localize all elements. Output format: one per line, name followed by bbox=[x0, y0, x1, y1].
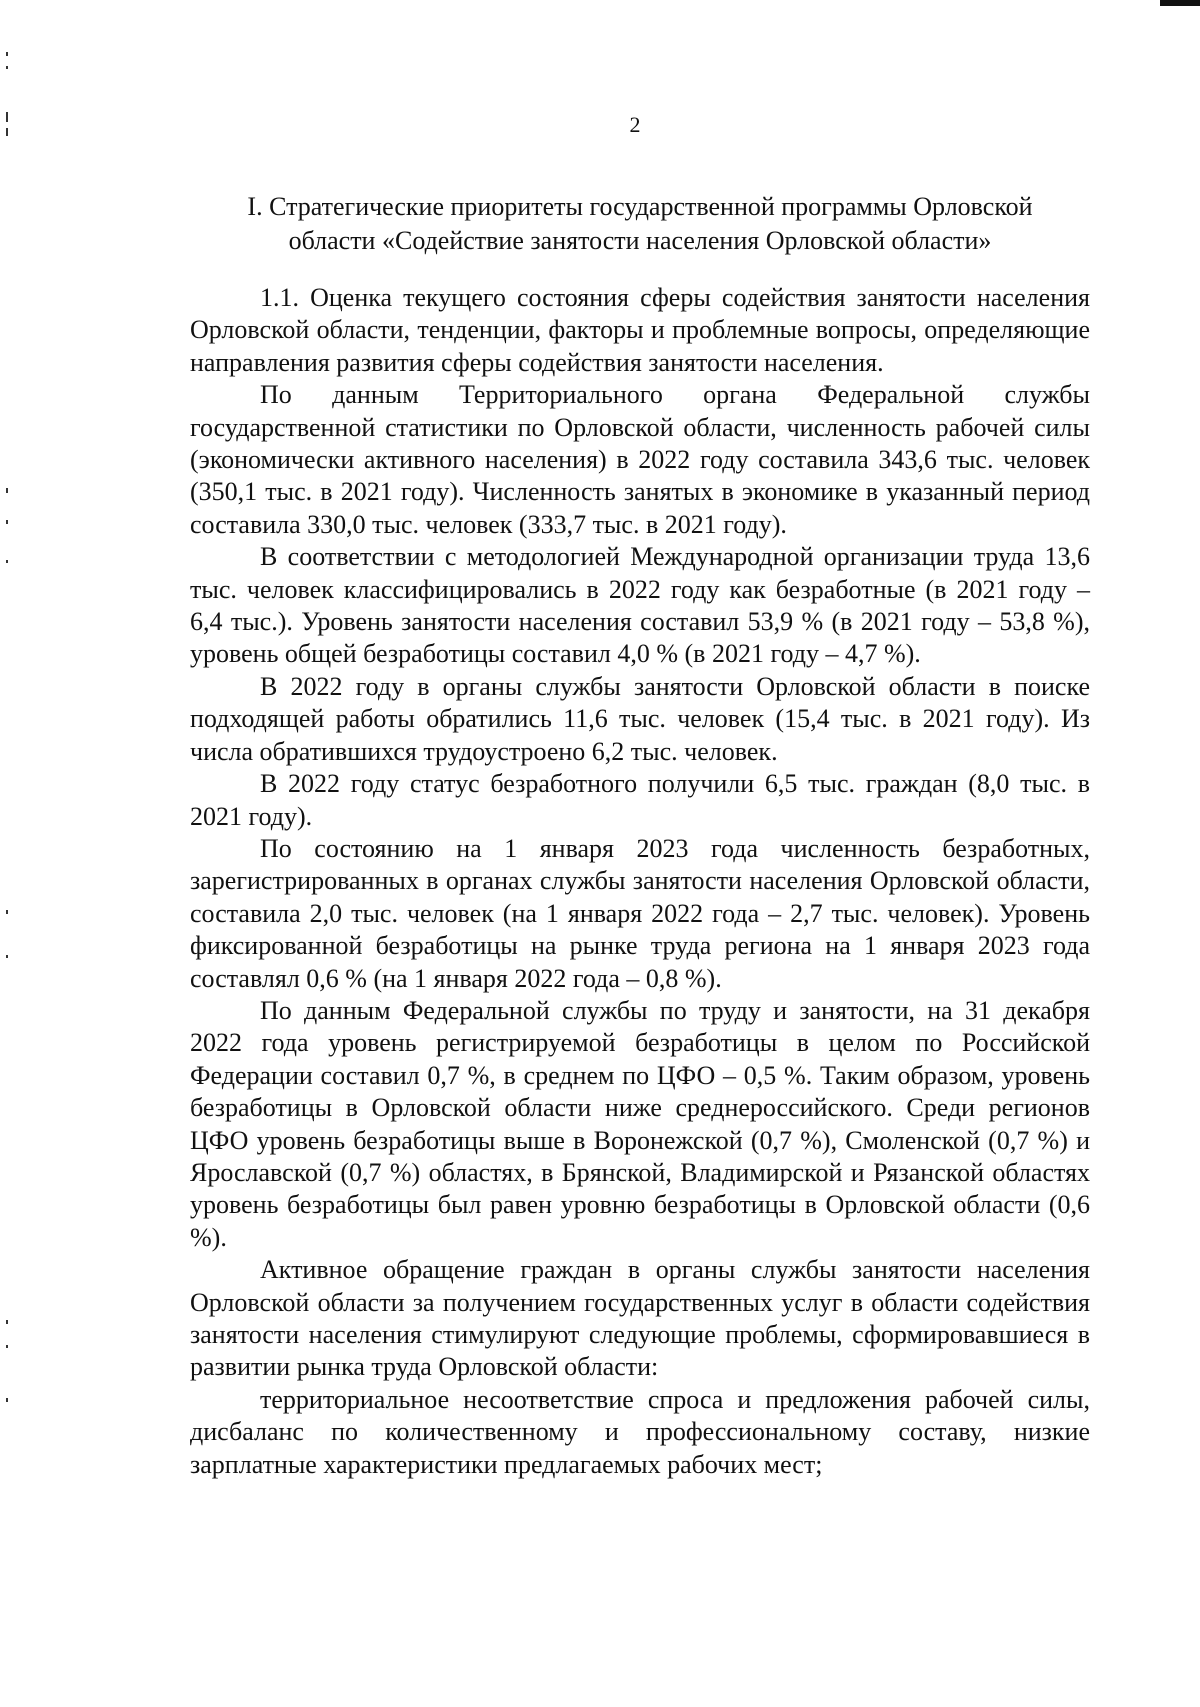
section-heading-line: I. Стратегические приоритеты государственной программы Орловской bbox=[247, 192, 1033, 221]
paragraph-problem-item: территориальное несоответствие спроса и предложения рабочей силы, дисбаланс по количественному и профессиональному составу, низкие зарплатные характеристики предлагаемых рабочих мест; bbox=[190, 1384, 1090, 1479]
section-heading-line: области «Содействие занятости населения Орловской области» bbox=[288, 226, 992, 255]
paragraph-unemployed-status: В 2022 году статус безработного получили 6,5 тыс. граждан (8,0 тыс. в 2021 году). bbox=[190, 769, 1090, 831]
speck bbox=[6, 66, 8, 69]
speck bbox=[6, 1345, 8, 1348]
speck bbox=[6, 1320, 8, 1324]
section-heading bbox=[190, 190, 1090, 258]
paragraph-labor-market-problems: Активное обращение граждан в органы службы занятости населения Орловской области за получением государственных услуг в области содействия занятости населения стимулируют следующие проблемы, сформировавшиеся в развитии рынка труда Орловской области: bbox=[190, 1255, 1090, 1382]
paragraph-subsection-intro: 1.1. Оценка текущего состояния сферы содействия занятости населения Орловской области, тенденции, факторы и проблемные вопросы, определяющие направления развития сферы содействия занятости населения. bbox=[190, 283, 1090, 377]
paragraph-labor-force: По данным Территориального органа Федеральной службы государственной статистики по Орловской области, численность рабочей силы (экономически активного населения) в 2022 году составила 343,6 тыс. человек (350,1 тыс. в 2021 году). Численность занятых в экономике в указанный период составила 330,0 тыс. человек (333,7 тыс. в 2021 году). bbox=[190, 380, 1090, 539]
speck bbox=[6, 52, 8, 56]
speck bbox=[6, 560, 8, 563]
paragraph-job-seekers: В 2022 году в органы службы занятости Орловской области в поиске подходящей работы обратились 11,6 тыс. человек (15,4 тыс. в 2021 году). Из числа обратившихся трудоустроено 6,2 тыс. человек. bbox=[190, 671, 1090, 766]
speck bbox=[6, 1398, 8, 1402]
scan-margin-specks bbox=[4, 0, 12, 1707]
paragraph-registered-unemployment: По состоянию на 1 января 2023 года численность безработных, зарегистрированных в органах службы занятости населения Орловской области, составила 2,0 тыс. человек (на 1 января 2022 года – 2,7 тыс. человек). Уровень фиксированной безработицы на рынке труда региона на 1 января 2023 года составлял 0,6 % (на 1 января 2022 года – 0,8 %). bbox=[190, 833, 1090, 993]
speck bbox=[6, 488, 8, 493]
page-number: 2 bbox=[629, 112, 641, 137]
speck bbox=[6, 910, 8, 914]
paragraph-federal-comparison: По данным Федеральной службы по труду и занятости, на 31 декабря 2022 года уровень регистрируемой безработицы в целом по Российской Федерации составил 0,7 %, в среднем по ЦФО – 0,5 %. Таким образом, уровень безработицы в Орловской области ниже среднероссийского. Среди регионов ЦФО уровень безработицы выше в Воронежской (0,7 %), Смоленской (0,7 %) и Ярославской (0,7 %) областях, в Брянской, Владимирской и Рязанской областях уровень безработицы был равен уровню безработицы в Орловской области (0,6 %). bbox=[190, 995, 1090, 1252]
scan-edge-mark bbox=[1160, 0, 1200, 6]
speck bbox=[6, 955, 8, 958]
speck bbox=[6, 520, 8, 524]
paragraph-ilo-methodology: В соответствии с методологией Международной организации труда 13,6 тыс. человек классифицировались в 2022 году как безработные (в 2021 году – 6,4 тыс.). Уровень занятости населения составил 53,9 % (в 2021 году – 53,8 %), уровень общей безработицы составил 4,0 % (в 2021 году – 4,7 %). bbox=[190, 542, 1090, 669]
body-text bbox=[190, 282, 1090, 1481]
